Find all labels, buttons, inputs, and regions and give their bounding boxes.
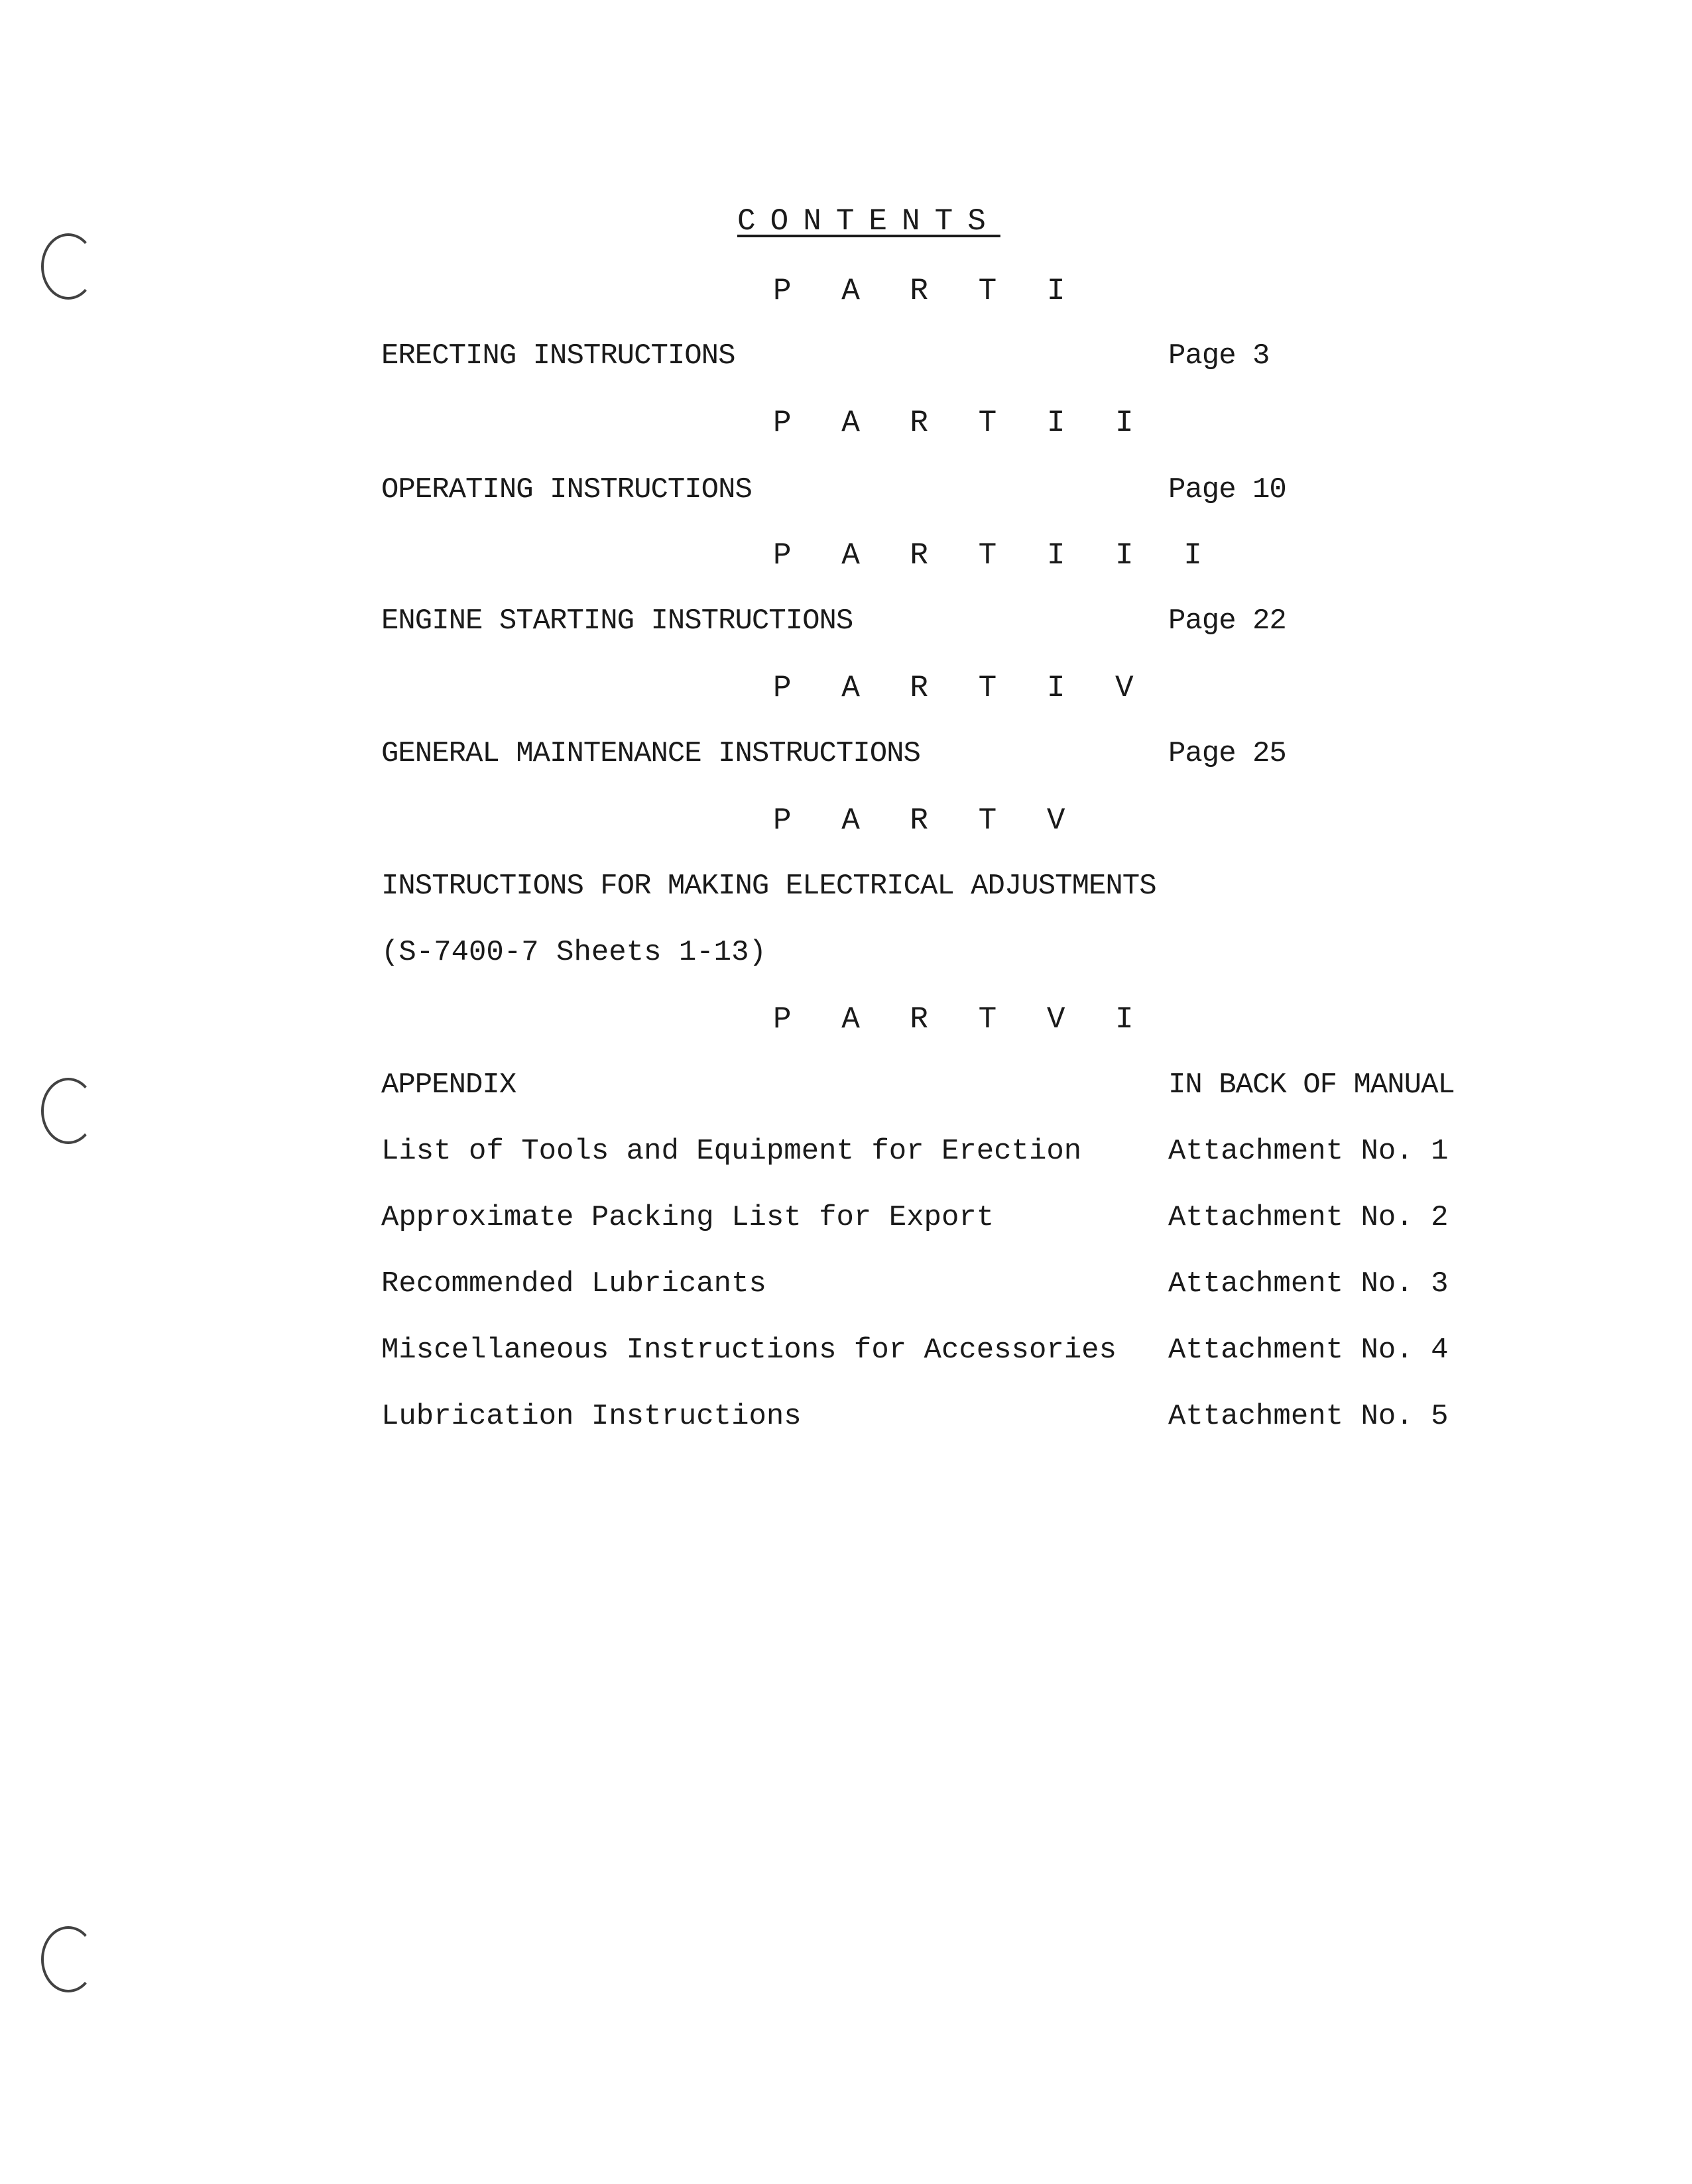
toc-entry — [381, 473, 1469, 513]
toc-entry — [381, 870, 1469, 909]
toc-entry-label: (S-7400-7 Sheets 1-13) — [381, 936, 766, 969]
binder-hole-top — [41, 233, 95, 300]
toc-entry-label: OPERATING INSTRUCTIONS — [381, 473, 752, 506]
toc-entry — [381, 737, 1469, 777]
toc-entry — [381, 1201, 1469, 1241]
toc-entry-ref: Attachment No. 5 — [1168, 1400, 1449, 1433]
toc-entry-label: INSTRUCTIONS FOR MAKING ELECTRICAL ADJUSTMENTS — [381, 870, 1156, 903]
toc-entry-label: List of Tools and Equipment for Erection — [381, 1135, 1082, 1168]
toc-entry-label: Approximate Packing List for Export — [381, 1201, 995, 1234]
part-heading-2: P A R T I I — [773, 406, 1150, 440]
part-heading-4: P A R T I V — [773, 671, 1150, 705]
toc-entry-ref: Page 3 — [1168, 339, 1270, 373]
toc-entry — [381, 1400, 1469, 1440]
toc-entry — [381, 1068, 1469, 1108]
part-heading-3: P A R T I I I — [773, 538, 1218, 573]
page-title: CONTENTS — [737, 204, 1000, 239]
toc-entry-label: Lubrication Instructions — [381, 1400, 802, 1433]
toc-entry-label: Recommended Lubricants — [381, 1267, 766, 1300]
toc-entry — [381, 1135, 1469, 1175]
toc-entry-label: APPENDIX — [381, 1068, 516, 1102]
toc-entry-ref: Attachment No. 1 — [1168, 1135, 1449, 1168]
toc-entry-note — [381, 936, 1469, 976]
binder-hole-middle — [41, 1078, 95, 1144]
toc-entry-ref: Attachment No. 2 — [1168, 1201, 1449, 1234]
toc-entry-ref: Page 22 — [1168, 604, 1286, 638]
toc-entry-label: ERECTING INSTRUCTIONS — [381, 339, 735, 373]
toc-entry-ref: Attachment No. 3 — [1168, 1267, 1449, 1300]
toc-entry-ref: IN BACK OF MANUAL — [1168, 1068, 1455, 1102]
toc-entry — [381, 1334, 1469, 1373]
binder-hole-bottom — [41, 1926, 95, 1992]
toc-entry — [381, 604, 1469, 644]
toc-entry-label: ENGINE STARTING INSTRUCTIONS — [381, 604, 853, 638]
toc-entry — [381, 339, 1469, 379]
part-heading-1: P A R T I — [773, 274, 1081, 308]
part-heading-5: P A R T V — [773, 803, 1081, 838]
part-heading-6: P A R T V I — [773, 1002, 1150, 1037]
toc-entry — [381, 1267, 1469, 1307]
toc-entry-ref: Attachment No. 4 — [1168, 1334, 1449, 1367]
toc-entry-label: Miscellaneous Instructions for Accessories — [381, 1334, 1117, 1367]
toc-entry-label: GENERAL MAINTENANCE INSTRUCTIONS — [381, 737, 920, 770]
toc-entry-ref: Page 10 — [1168, 473, 1286, 506]
toc-entry-ref: Page 25 — [1168, 737, 1286, 770]
